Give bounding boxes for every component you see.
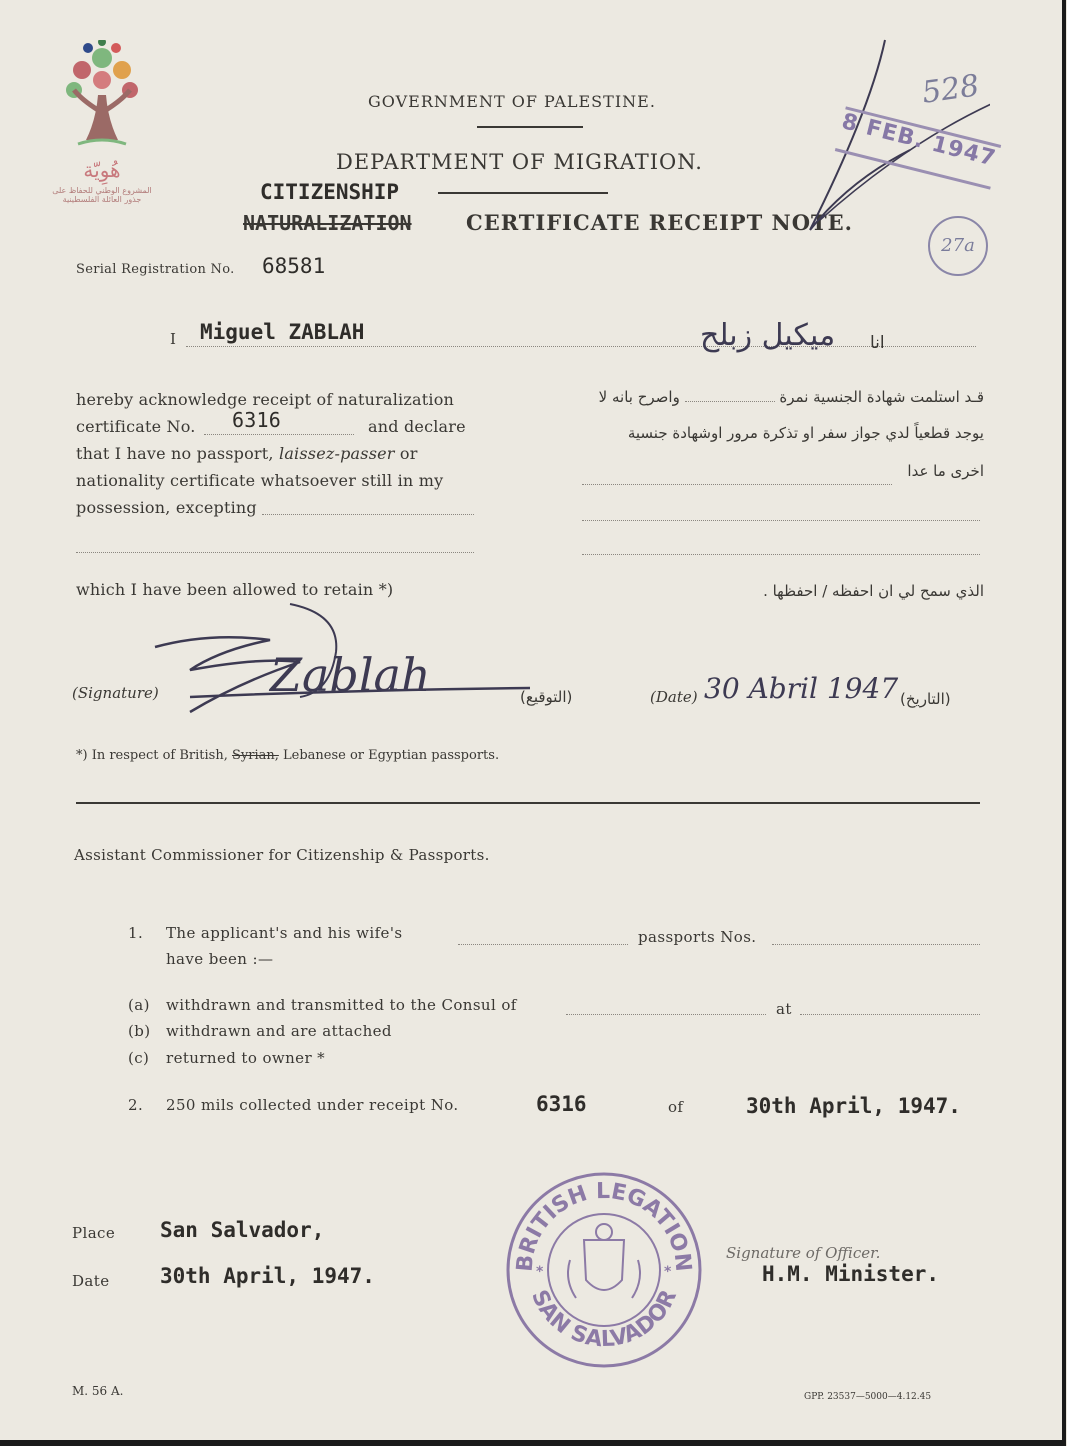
date-arabic-label: (التاريخ) — [900, 690, 951, 708]
arabic-decl-line1-a: قـد استلمت شهادة الجنسية نمرة — [779, 388, 984, 406]
place-value: San Salvador, — [160, 1218, 325, 1242]
family-tree-logo-icon — [52, 40, 152, 152]
header-rule-2 — [438, 192, 608, 194]
arabic-decl-line1 — [574, 388, 984, 406]
logo-arabic-title: هُوِيّة — [83, 158, 121, 182]
handwritten-top-number: 528 — [919, 68, 982, 111]
item1-num: 1. — [128, 924, 144, 942]
certificate-receipt-title: CERTIFICATE RECEIPT NOTE. — [466, 210, 853, 235]
logo — [52, 40, 152, 220]
item1-passports: passports Nos. — [638, 928, 757, 946]
excepting-line-1 — [262, 514, 474, 515]
government-title: GOVERNMENT OF PALESTINE. — [368, 92, 656, 111]
british-legation-stamp — [504, 1170, 704, 1370]
retain-text: which I have been allowed to retain *) — [76, 580, 394, 599]
item1-line-1 — [458, 944, 628, 945]
decl-line2-a: certificate No. — [76, 417, 196, 436]
item-c-label: (c) — [128, 1049, 150, 1067]
item2-receipt-number: 6316 — [536, 1092, 587, 1116]
decl-line3 — [76, 440, 476, 467]
footnote — [76, 748, 499, 763]
officer-signature-label: Signature of Officer. — [726, 1244, 881, 1262]
declarant-pronoun: I — [170, 330, 176, 348]
decl-line2-b: and declare — [368, 417, 466, 436]
declarant-name: Miguel ZABLAH — [200, 320, 365, 344]
svg-text:*: * — [536, 1264, 544, 1280]
item2-of: of — [668, 1098, 684, 1116]
footnote-prefix: *) In respect of British, — [76, 748, 228, 763]
officer-title: H.M. Minister. — [762, 1262, 940, 1286]
svg-text:*: * — [664, 1264, 672, 1280]
decl-line4: nationality certificate whatsoever still in my — [76, 471, 444, 490]
section-divider — [76, 802, 980, 804]
item1-text: The applicant's and his wife's — [166, 924, 403, 942]
arabic-decl-line2: يوجد قطعياً لدي جواز سفر او تذكرة مرور اوشهادة جنسية — [627, 424, 984, 442]
item-c-text: returned to owner * — [166, 1049, 326, 1067]
arabic-line-3 — [582, 554, 980, 555]
footnote-suffix: Lebanese or Egyptian passports. — [283, 748, 500, 763]
form-number: M. 56 A. — [72, 1384, 124, 1398]
serial-value: 68581 — [262, 254, 326, 278]
item1-line-2 — [772, 944, 980, 945]
english-signature: Zablah — [270, 648, 431, 702]
decl-line5: possession, excepting — [76, 498, 257, 517]
arabic-line-2 — [582, 520, 980, 521]
decl-line2 — [76, 408, 476, 440]
decl-line3-b: or — [399, 444, 418, 463]
handwritten-circle — [928, 216, 988, 276]
item1-have-been: have been :— — [166, 950, 274, 968]
handwritten-circle-number: 27a — [941, 235, 975, 256]
handwritten-date: 30 Abril 1947 — [704, 672, 899, 705]
date-value: 30th April, 1947. — [160, 1264, 375, 1288]
arabic-line-1 — [582, 484, 892, 485]
date-label: (Date) — [650, 688, 698, 706]
stamp-bottom-text: SAN SALVADOR — [526, 1286, 682, 1353]
item-a-at-line — [800, 1014, 980, 1015]
naturalization-struck: NATURALIZATION — [243, 211, 412, 235]
signature-label: (Signature) — [72, 684, 159, 702]
received-date-text: 8 FEB. 1947 — [839, 109, 999, 172]
footnote-struck: Syrian, — [231, 748, 279, 763]
excepting-line-2 — [76, 552, 474, 553]
certificate-number: 6316 — [232, 408, 281, 432]
place-label: Place — [72, 1224, 116, 1242]
arabic-decl-line3: اخرى ما عدا — [907, 462, 984, 480]
arabic-retain: الذي سمح لي ان احفظه / احفظها . — [763, 582, 984, 600]
item-b-label: (b) — [128, 1022, 151, 1040]
item2-num: 2. — [128, 1096, 144, 1114]
cert-number-line — [204, 434, 354, 435]
commissioner-title: Assistant Commissioner for Citizenship & Passports. — [74, 846, 490, 864]
item-a-consul-line — [566, 1014, 766, 1015]
citizenship-typed: CITIZENSHIP — [260, 180, 400, 204]
department-title: DEPARTMENT OF MIGRATION. — [336, 150, 703, 174]
printer-code: GPP. 23537—5000—4.12.45 — [804, 1392, 932, 1402]
logo-caption-line2: جذور العائلة الفلسطينية — [62, 195, 142, 204]
item-a-text: withdrawn and transmitted to the Consul of — [166, 996, 517, 1014]
date-field-label: Date — [72, 1272, 110, 1290]
item2-date: 30th April, 1947. — [746, 1094, 961, 1118]
serial-label: Serial Registration No. — [76, 262, 235, 277]
decl-line3-a: that I have no passport, — [76, 444, 274, 463]
item2-text: 250 mils collected under receipt No. — [166, 1096, 459, 1114]
handwritten-arabic-name: ميكيل زبلح — [700, 318, 836, 353]
arabic-pronoun: انا — [870, 333, 885, 353]
signature-arabic-label: (التوقيع) — [520, 688, 573, 706]
decl-line3-italic: laissez-passer — [279, 444, 395, 463]
coat-of-arms-icon — [584, 1240, 624, 1290]
english-declaration — [76, 386, 476, 521]
item-a-at: at — [776, 1000, 792, 1018]
item-b-text: withdrawn and are attached — [166, 1022, 392, 1040]
decl-line1: hereby acknowledge receipt of naturalization — [76, 390, 455, 409]
declarant-name-line — [186, 346, 976, 347]
arabic-decl-line1-b: واصرح بانه لا — [598, 388, 680, 406]
header-rule-1 — [477, 126, 583, 128]
stamp-top-text: BRITISH LEGATION — [512, 1178, 696, 1273]
logo-caption-line1: المشروع الوطني للحفاظ على — [52, 186, 152, 195]
item-a-label: (a) — [128, 996, 150, 1014]
